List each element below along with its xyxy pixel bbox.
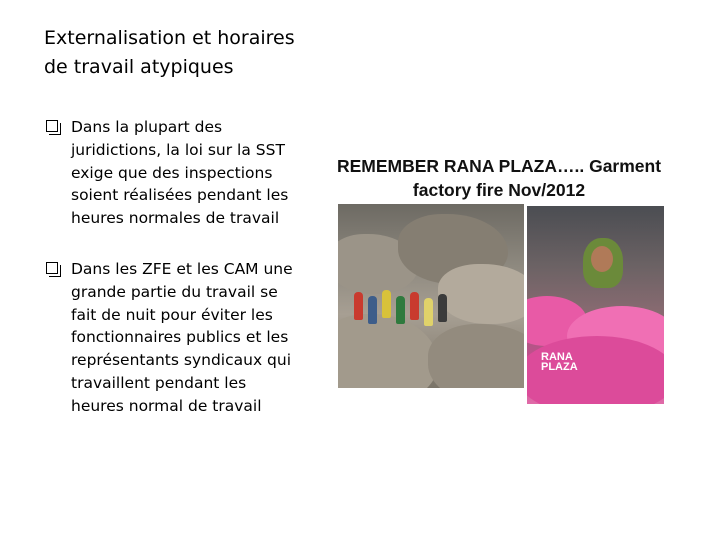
collapse-rubble-photo	[338, 204, 524, 388]
bullet-line: fait de nuit pour éviter les	[71, 305, 273, 324]
bullet-line: exige que des inspections	[71, 163, 273, 182]
bullet-list	[44, 116, 306, 446]
bullet-item-1-text	[71, 116, 306, 230]
cover-title	[541, 352, 578, 372]
bullet-line: fonctionnaires publics et les	[71, 328, 289, 347]
cover-title-line-2: PLAZA	[541, 361, 578, 373]
bullet-line: soient réalisées pendant les	[71, 186, 289, 205]
image-caption	[334, 154, 664, 202]
bullet-line: travaillent pendant les	[71, 373, 247, 392]
bullet-item-2	[44, 258, 306, 418]
bullet-line: grande partie du travail se	[71, 282, 278, 301]
bullet-item-1	[44, 116, 306, 230]
slide-title	[44, 24, 344, 82]
bullet-line: Dans la plupart des	[71, 118, 223, 136]
bullet-line: Dans les ZFE et les CAM une	[71, 259, 293, 278]
cover-title-line-1: RANA	[541, 351, 573, 363]
bullet-line: juridictions, la loi sur la SST	[71, 140, 285, 159]
checkbox-bullet-icon	[46, 120, 58, 132]
bullet-line: heures normales de travail	[71, 209, 280, 228]
bullet-item-2-text	[71, 258, 306, 418]
rana-plaza-report-cover	[527, 206, 664, 404]
slide-title-line-1: Externalisation et horaires	[44, 27, 295, 49]
image-caption-line-2: factory fire Nov/2012	[412, 180, 586, 200]
bullet-line: heures normal de travail	[71, 396, 262, 415]
image-caption-line-1: REMEMBER RANA PLAZA….. Garment	[336, 156, 662, 176]
bullet-line: représentants syndicaux qui	[71, 351, 292, 370]
slide-title-line-2: de travail atypiques	[44, 56, 234, 78]
checkbox-bullet-icon	[46, 262, 58, 274]
